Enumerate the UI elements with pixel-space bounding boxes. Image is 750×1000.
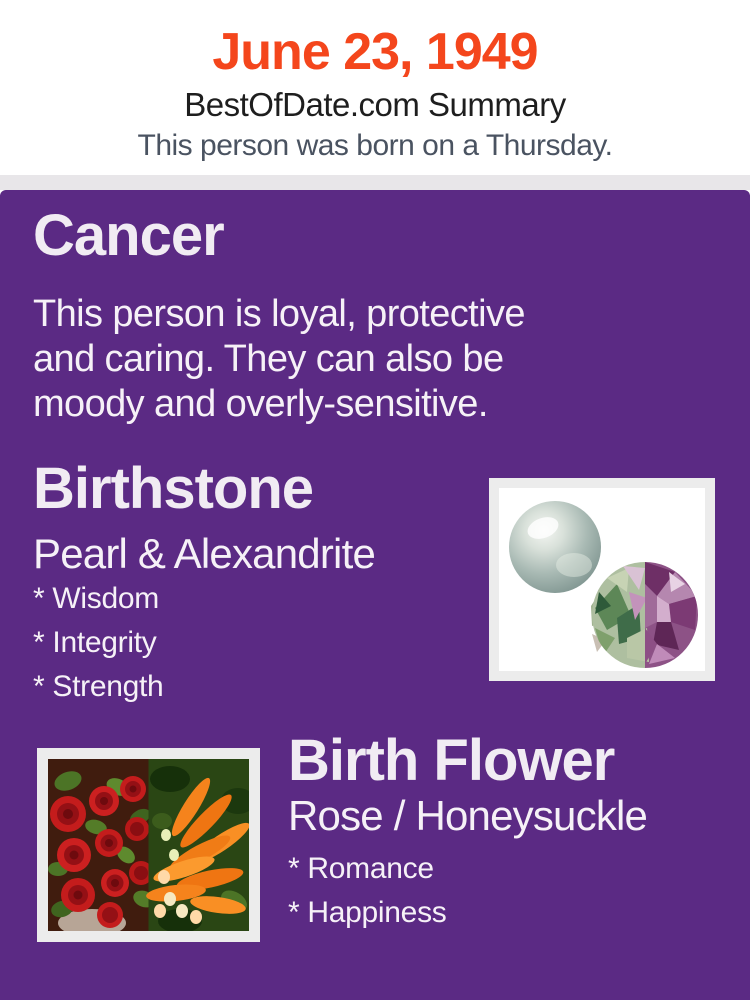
birth-flower-trait: * Romance [288,852,434,885]
birthstone-heading: Birthstone [33,456,313,521]
pearl-and-alexandrite-image [499,488,705,671]
rose-and-honeysuckle-image [48,759,249,931]
birthstone-trait: * Strength [33,670,164,703]
birthstone-photo-card [489,478,715,681]
site-summary-subtitle: BestOfDate.com Summary [184,86,566,123]
birthstone-trait: * Integrity [33,626,157,659]
born-weekday-line: This person was born on a Thursday. [137,129,613,162]
birthstone-trait-list [33,584,163,716]
birthstone-names: Pearl & Alexandrite [33,530,376,577]
zodiac-description-line: and caring. They can also be [33,338,504,380]
zodiac-description [33,292,525,427]
summary-panel [0,190,750,1000]
birth-flower-photo-card [37,748,260,942]
birth-flower-names: Rose / Honeysuckle [288,792,648,839]
birthstone-trait: * Wisdom [33,582,159,615]
birth-flower-trait: * Happiness [288,896,447,929]
birthstone-photo [499,488,705,671]
birth-flower-heading: Birth Flower [288,728,615,793]
birth-flower-photo [48,759,249,931]
page-title-date: June 23, 1949 [212,23,538,81]
zodiac-description-line: This person is loyal, protective [33,293,525,335]
zodiac-sign-heading: Cancer [33,203,224,268]
header-divider [0,175,750,190]
zodiac-description-line: moody and overly-sensitive. [33,383,488,425]
birth-flower-trait-list [288,854,446,942]
